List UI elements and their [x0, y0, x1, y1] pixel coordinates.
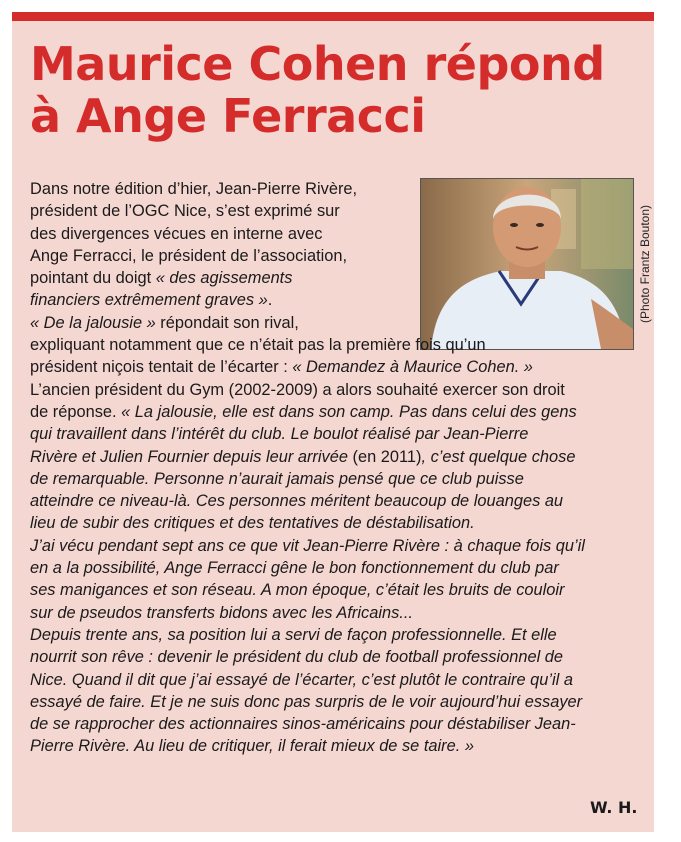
body-line [30, 557, 645, 579]
body-line [30, 200, 645, 222]
body-line [30, 468, 645, 490]
body-line [30, 423, 645, 445]
body-line [30, 691, 645, 713]
body-line [30, 356, 645, 378]
body-text-segment: . [267, 291, 273, 310]
body-line [30, 401, 645, 423]
body-line [30, 624, 645, 646]
body-text-segment: expliquant notamment que ce n’était pas la première fois qu’un [30, 336, 486, 355]
body-text-segment: président niçois tentait de l’écarter : [30, 358, 293, 377]
body-text-segment: Ange Ferracci, le président de l’association, [30, 246, 348, 265]
body-line [30, 579, 645, 601]
body-line [30, 267, 645, 289]
body-text-segment: des divergences vécues en interne avec [30, 224, 323, 243]
body-line [30, 245, 645, 267]
quote-text: nourrit son rêve : devenir le président du club de football professionnel de [30, 648, 564, 667]
quote-text: Rivère et Julien Fournier depuis leur arrivée [30, 447, 348, 466]
body-text-segment: L’ancien président du Gym (2002-2009) a alors souhaité exercer son droit [30, 380, 565, 399]
body-line [30, 223, 645, 245]
top-rule [12, 12, 654, 21]
article-body [30, 178, 645, 758]
body-line [30, 713, 645, 735]
quote-text: essayé de faire. Et je ne suis donc pas surpris de le voir aujourd’hui essayer [30, 692, 583, 711]
body-line [30, 289, 645, 311]
quote-text: « des agissements [155, 269, 293, 288]
quote-text: « Demandez à Maurice Cohen. » [292, 358, 533, 377]
body-text-segment: de réponse. [30, 402, 122, 421]
quote-text: financiers extrêmement graves » [30, 291, 268, 310]
body-line [30, 735, 645, 757]
quote-text: de se rapprocher des actionnaires sinos-américains pour déstabiliser Jean- [30, 715, 576, 734]
quote-text: en a la possibilité, Ange Ferracci gêne le bon fonctionnement du club par [30, 559, 559, 578]
quote-text: Nice. Quand il dit que j’ai essayé de l’écarter, c’est plutôt le contraire qu’il a [30, 670, 573, 689]
photo-credit: (Photo Frantz Bouton) [638, 204, 652, 324]
body-text-segment: répondait son rival, [155, 313, 299, 332]
quote-text: de remarquable. Personne n’aurait jamais pensé que ce club puisse [30, 469, 524, 488]
body-text-segment: pointant du doigt [30, 269, 156, 288]
body-text-segment: Dans notre édition d’hier, Jean-Pierre Rivère, [30, 180, 358, 198]
quote-text: J’ai vécu pendant sept ans ce que vit Jean-Pierre Rivère : à chaque fois qu’il [30, 536, 585, 555]
body-line [30, 602, 645, 624]
body-line [30, 178, 645, 200]
body-text-segment: (en 2011) [347, 447, 422, 466]
headline-line-1: Maurice Cohen répond [30, 37, 605, 91]
headline [30, 38, 650, 142]
body-line [30, 646, 645, 668]
body-line [30, 490, 645, 512]
quote-text: atteindre ce niveau-là. Ces personnes méritent beaucoup de louanges au [30, 492, 564, 511]
body-text-segment: président de l’OGC Nice, s’est exprimé sur [30, 202, 340, 221]
body-line [30, 334, 645, 356]
body-line [30, 535, 645, 557]
body-line [30, 512, 645, 534]
author-signature: W. H. [590, 798, 638, 817]
body-line [30, 446, 645, 468]
quote-text: Pierre Rivère. Au lieu de critiquer, il ferait mieux de se taire. » [30, 737, 474, 756]
headline-line-2: à Ange Ferracci [30, 89, 426, 143]
quote-text: qui travaillent dans l’intérêt du club. Le boulot réalisé par Jean-Pierre [30, 425, 529, 444]
body-line [30, 312, 645, 334]
quote-text: lieu de subir des critiques et des tentatives de déstabilisation. [30, 514, 475, 533]
quote-text: , c’est quelque chose [421, 447, 576, 466]
quote-text: ses manigances et son réseau. A mon époque, c’était les bruits de couloir [30, 581, 565, 600]
quote-text: « La jalousie, elle est dans son camp. Pas dans celui des gens [121, 402, 577, 421]
body-line [30, 379, 645, 401]
quote-text: sur de pseudos transferts bidons avec les Africains... [30, 603, 413, 622]
quote-text: « De la jalousie » [30, 313, 156, 332]
quote-text: Depuis trente ans, sa position lui a servi de façon professionnelle. Et elle [30, 625, 557, 644]
body-line [30, 669, 645, 691]
